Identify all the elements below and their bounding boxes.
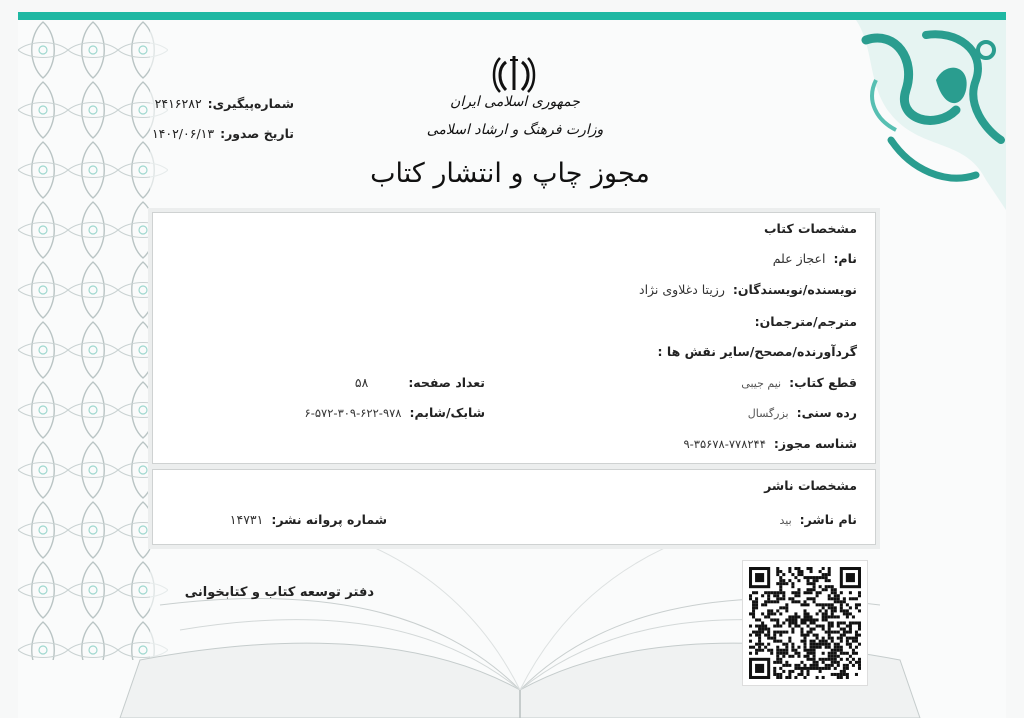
author-value: رزیتا دغلاوی نژاد xyxy=(639,282,725,297)
translator-label: مترجم/مترجمان: xyxy=(754,314,857,329)
iran-emblem-icon xyxy=(492,54,536,94)
format-row xyxy=(741,375,857,390)
ministry-text: وزارت فرهنگ و ارشاد اسلامی xyxy=(426,122,604,138)
isbn-value: ۹۷۸-۶۲۲-۳۰۹-۵۷۲-۶ xyxy=(304,406,402,420)
age-value: بزرگسال xyxy=(747,407,789,420)
book-name-label: نام: xyxy=(833,251,857,266)
issue-date xyxy=(152,126,294,141)
book-details-panel xyxy=(152,212,876,464)
format-label: قطع کتاب: xyxy=(789,375,857,390)
issue-date-value: ۱۴۰۲/۰۶/۱۳ xyxy=(151,126,215,141)
compiler-label: گردآورنده/مصحح/سایر نقش ها : xyxy=(657,344,857,359)
permit-row xyxy=(230,512,387,527)
compiler-row xyxy=(658,344,857,359)
top-accent-bar xyxy=(18,12,1006,20)
isbn-row xyxy=(305,405,485,420)
book-name-row xyxy=(773,251,857,266)
pages-row xyxy=(355,375,485,390)
republic-text: جمهوری اسلامی ایران xyxy=(450,94,580,110)
publisher-label: نام ناشر: xyxy=(799,512,857,527)
pages-value: ۵۸ xyxy=(354,375,369,390)
license-id-value: ۷۷۸۲۴۴-۳۵۶۷۸-۹ xyxy=(683,437,766,451)
publisher-value: بید xyxy=(779,514,792,527)
permit-value: ۱۴۷۳۱ xyxy=(229,512,264,527)
tracking-label: شماره‌پیگیری: xyxy=(207,96,294,111)
isbn-label: شابک/شابم: xyxy=(409,405,485,420)
format-value: نیم جیبی xyxy=(741,377,782,390)
tracking-number xyxy=(155,96,294,111)
corner-ornament xyxy=(836,20,1006,210)
publisher-row xyxy=(779,512,857,527)
qr-code xyxy=(742,560,868,686)
publisher-details-panel xyxy=(152,469,876,545)
license-id-row xyxy=(683,436,857,451)
qr-code-image xyxy=(749,567,861,679)
tracking-value: ۲۴۱۶۲۸۲ xyxy=(154,96,202,111)
issue-date-label: تاریخ صدور: xyxy=(220,126,294,141)
office-name: دفتر توسعه کتاب و کتابخوانی xyxy=(184,585,374,600)
book-name-value: اعجاز علم xyxy=(772,251,826,266)
page-title: مجوز چاپ و انتشار کتاب xyxy=(370,158,650,189)
translator-row xyxy=(755,314,857,329)
age-label: رده سنی: xyxy=(796,405,857,420)
book-section-heading: مشخصات کتاب xyxy=(763,221,857,236)
license-id-label: شناسه مجوز: xyxy=(773,436,857,451)
publisher-section-heading: مشخصات ناشر xyxy=(764,478,857,493)
author-label: نویسنده/نویسندگان: xyxy=(732,282,857,297)
pages-label: تعداد صفحه: xyxy=(408,375,485,390)
age-row xyxy=(748,405,857,420)
permit-label: شماره پروانه نشر: xyxy=(271,512,387,527)
author-row xyxy=(639,282,857,297)
